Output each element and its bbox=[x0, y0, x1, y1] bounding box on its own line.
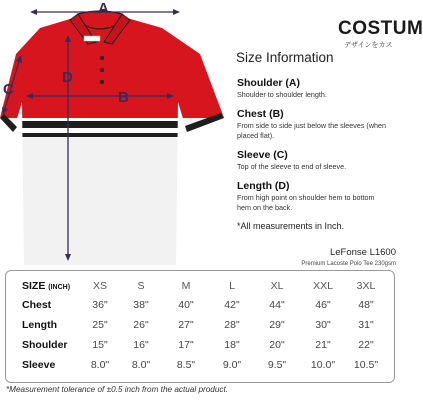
row-label-sleeve: Sleeve bbox=[22, 359, 56, 371]
desc-sleeve: Top of the sleeve to end of sleeve. bbox=[237, 162, 347, 171]
table-cell: 42" bbox=[224, 299, 240, 311]
table-cell: 9.5" bbox=[267, 359, 287, 371]
row-label-length: Length bbox=[22, 319, 57, 331]
table-cell: 17" bbox=[178, 339, 194, 351]
measurement-unit-note: *All measurements in Inch. bbox=[237, 221, 345, 231]
term-shoulder: Shoulder (A) bbox=[237, 77, 300, 89]
desc-shoulder: Shoulder to shoulder length. bbox=[237, 90, 327, 99]
table-cell: 8.0" bbox=[90, 359, 110, 371]
table-cell: 40" bbox=[178, 299, 194, 311]
table-cell: 16" bbox=[133, 339, 149, 351]
desc-chest: From side to side just below the sleeves (when placed flat). bbox=[237, 121, 387, 140]
table-cell: 46" bbox=[315, 299, 331, 311]
table-header-label: SIZE (INCH) bbox=[22, 280, 71, 292]
table-cell: 8.0" bbox=[131, 359, 151, 371]
table-cell: 26" bbox=[133, 319, 149, 331]
neck-label bbox=[84, 36, 100, 41]
marker-c: C bbox=[3, 81, 14, 98]
table-cell: 27" bbox=[178, 319, 194, 331]
term-length: Length (D) bbox=[237, 180, 290, 192]
table-cell: 15" bbox=[92, 339, 108, 351]
table-cell: 28" bbox=[224, 319, 240, 331]
desc-length: From high point on shoulder hem to bottom hem on the back. bbox=[237, 193, 375, 212]
term-chest: Chest (B) bbox=[237, 108, 284, 120]
table-cell: 10.0" bbox=[310, 359, 336, 371]
size-table bbox=[5, 270, 395, 383]
table-cell: 44" bbox=[269, 299, 285, 311]
marker-b: B bbox=[118, 89, 129, 106]
table-cell: 18" bbox=[224, 339, 240, 351]
row-label-shoulder: Shoulder bbox=[22, 339, 68, 351]
table-cell: 38" bbox=[133, 299, 149, 311]
size-xl: XL bbox=[270, 280, 284, 292]
table-cell: 9.0" bbox=[222, 359, 242, 371]
size-info-title: Size Information bbox=[236, 50, 334, 65]
size-3xl: 3XL bbox=[356, 280, 376, 292]
marker-d: D bbox=[62, 69, 73, 86]
table-cell: 31" bbox=[358, 319, 374, 331]
brand-tagline: デザインをカス bbox=[344, 42, 393, 49]
table-cell: 30" bbox=[315, 319, 331, 331]
term-sleeve: Sleeve (C) bbox=[237, 149, 288, 161]
marker-a: A bbox=[98, 0, 109, 17]
table-cell: 21" bbox=[315, 339, 331, 351]
product-subtitle: Premium Lacoste Polo Tee 230gsm bbox=[301, 261, 396, 267]
table-cell: 29" bbox=[269, 319, 285, 331]
size-xxl: XXL bbox=[313, 280, 333, 292]
table-cell: 20" bbox=[269, 339, 285, 351]
table-cell: 8.5" bbox=[176, 359, 196, 371]
size-m: M bbox=[181, 280, 191, 292]
size-s: S bbox=[137, 280, 145, 292]
table-cell: 25" bbox=[92, 319, 108, 331]
product-name: LeFonse L1600 bbox=[329, 247, 396, 258]
table-cell: 22" bbox=[358, 339, 374, 351]
table-cell: 36" bbox=[92, 299, 108, 311]
row-label-chest: Chest bbox=[22, 299, 52, 311]
size-xs: XS bbox=[92, 280, 107, 292]
table-cell: 48" bbox=[358, 299, 374, 311]
table-cell: 10.5" bbox=[353, 359, 379, 371]
tolerance-footnote: *Measurement tolerance of ±0.5 inch from the actual product. bbox=[6, 385, 229, 394]
brand-logo: COSTUM bbox=[338, 18, 423, 39]
polo-shirt-illustration bbox=[0, 0, 232, 265]
size-l: L bbox=[229, 280, 235, 292]
